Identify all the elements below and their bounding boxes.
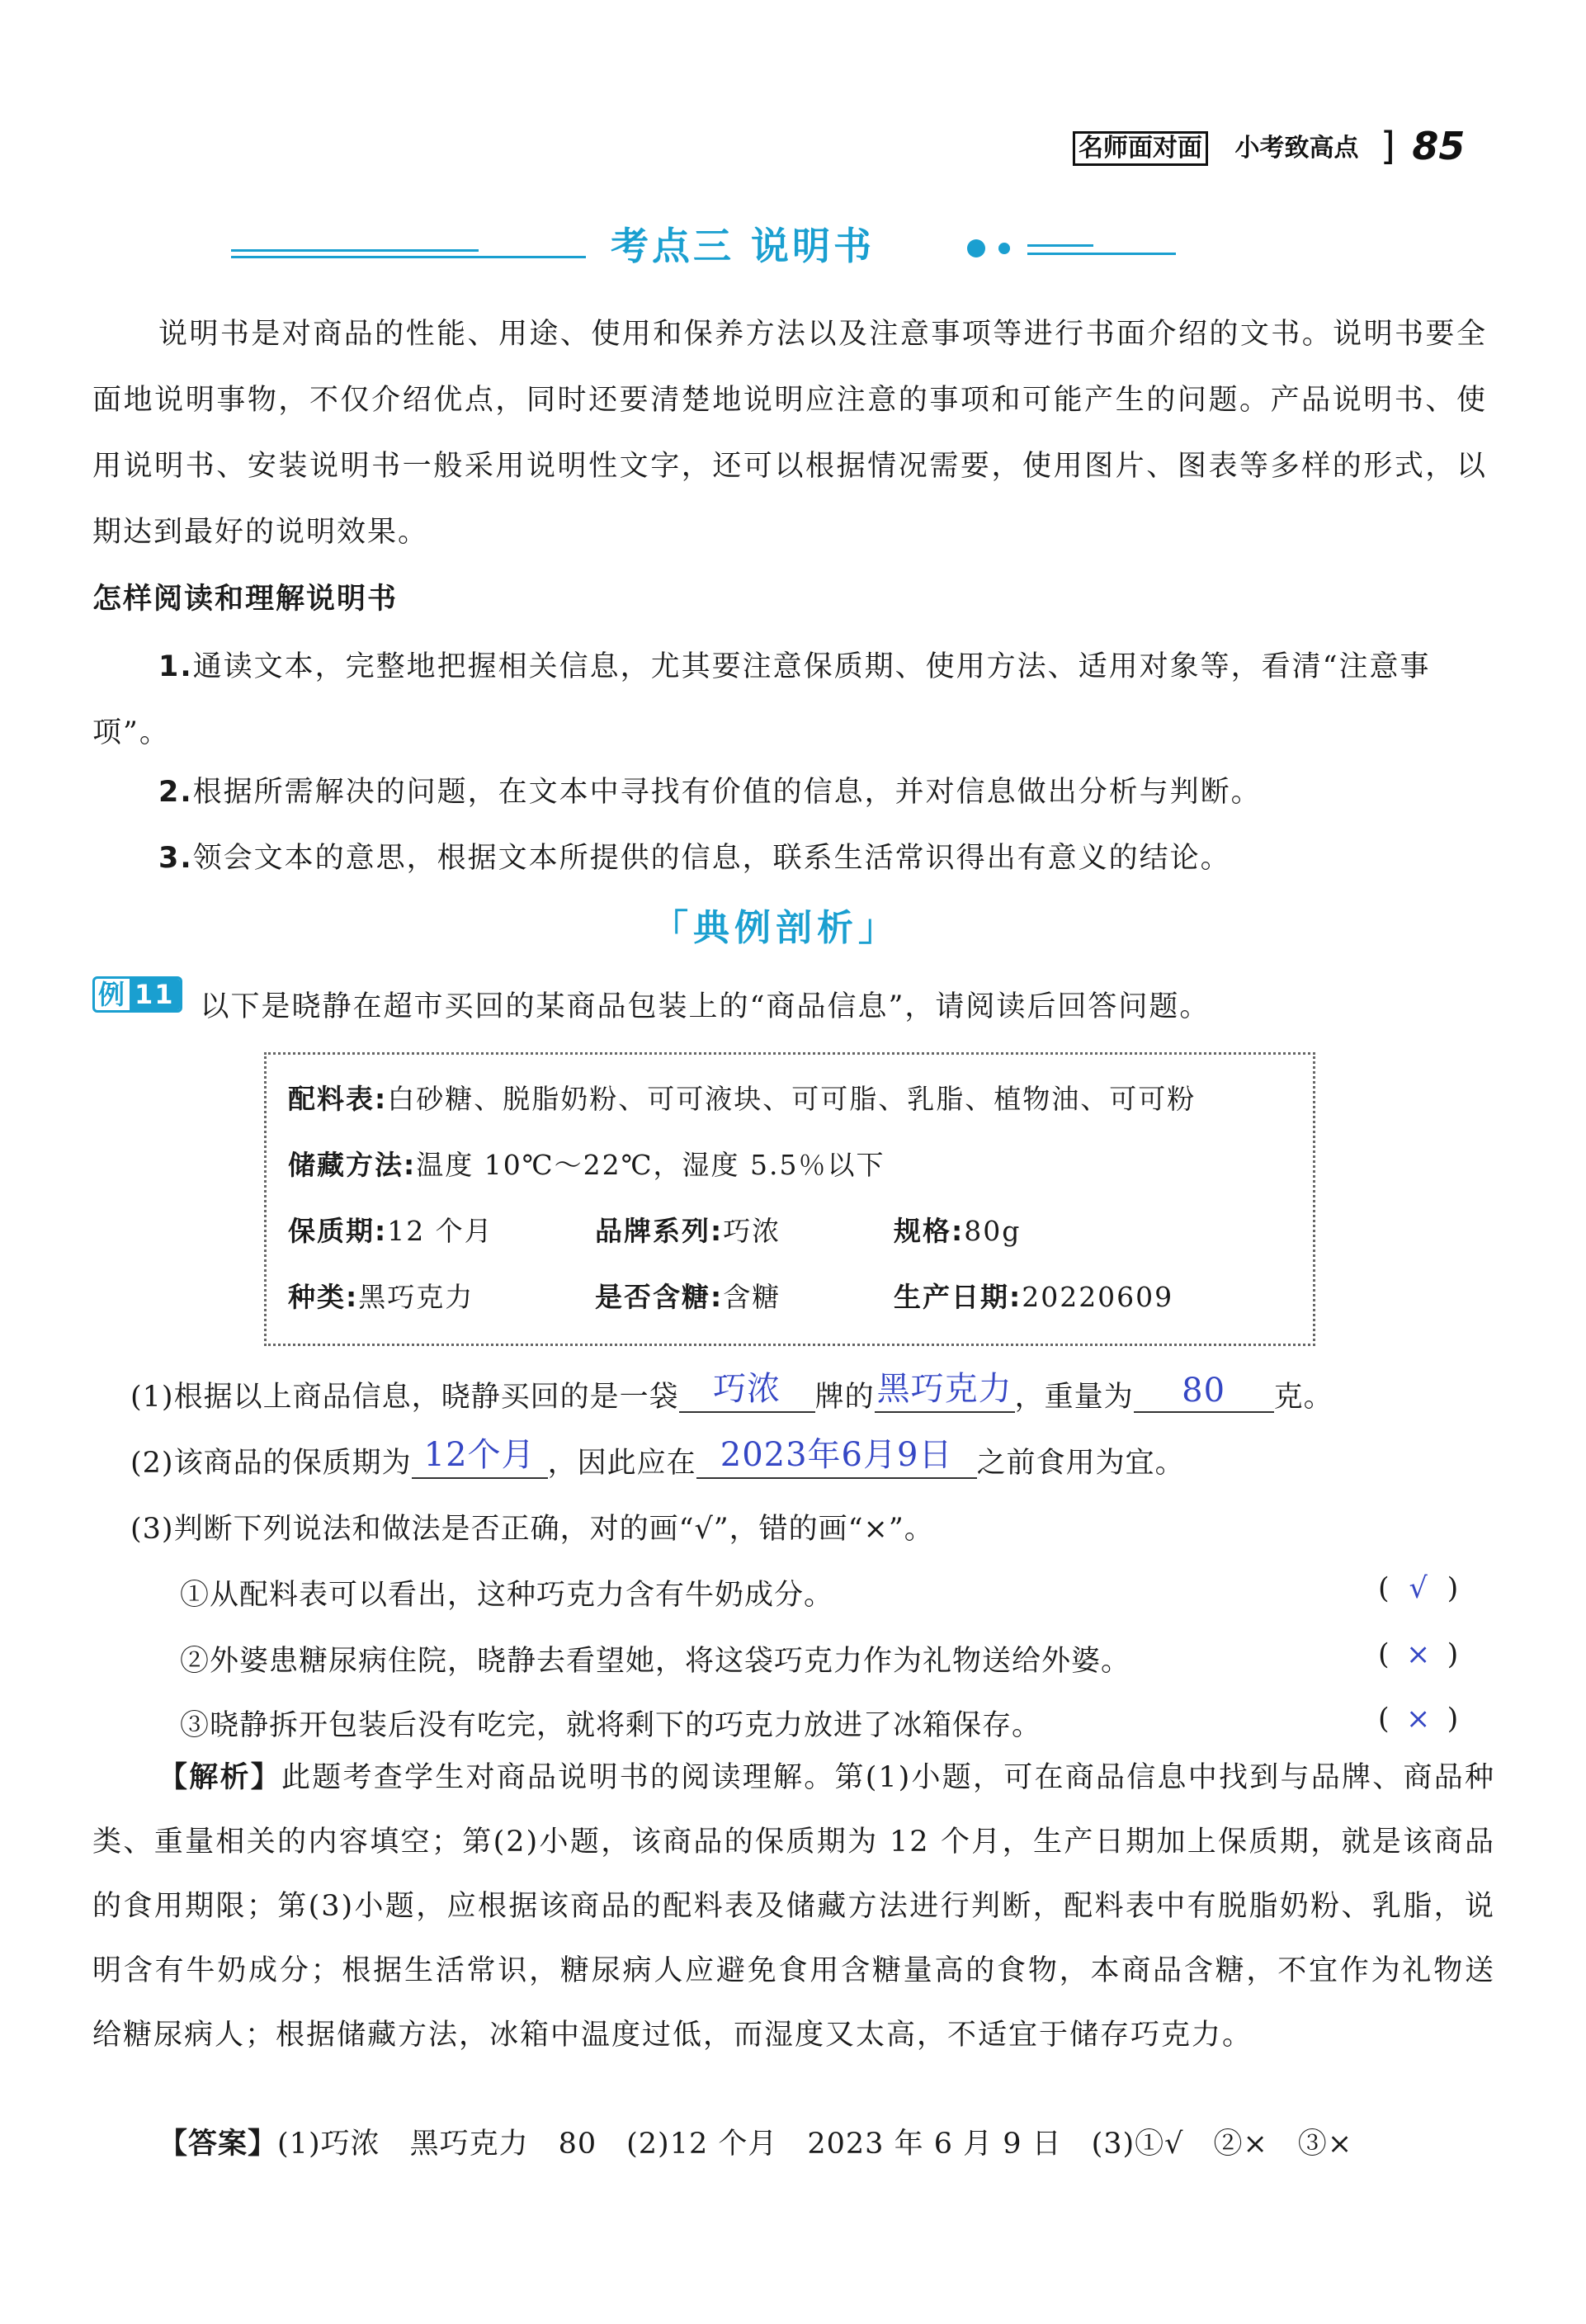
judge-paren-2	[1378, 1638, 1458, 1671]
type-value: 黑巧克力	[358, 1281, 474, 1313]
how-to-heading: 怎样阅读和理解说明书	[92, 583, 399, 616]
judge-mark-2: ×	[1405, 1638, 1431, 1671]
question-2	[130, 1436, 1185, 1481]
q1-blank-weight	[1134, 1372, 1274, 1413]
q2-blank-date	[696, 1436, 977, 1479]
section-title-banner	[231, 216, 1180, 276]
page-header	[1073, 124, 1465, 168]
header-bracket: ]	[1380, 124, 1395, 168]
spec-label: 规格:	[894, 1215, 965, 1247]
date-cell	[894, 1276, 1173, 1315]
sugar-label: 是否含糖:	[595, 1281, 724, 1313]
paren-open: (	[1378, 1572, 1390, 1605]
type-cell	[288, 1276, 474, 1315]
product-info-box	[264, 1052, 1315, 1346]
tip-item-3	[158, 825, 1503, 891]
tip-number: 1.	[158, 650, 193, 683]
question-1	[130, 1370, 1333, 1415]
q1-text-d: 克。	[1273, 1381, 1333, 1414]
paren-open: (	[1378, 1703, 1390, 1736]
sugar-cell	[595, 1276, 781, 1315]
judge-mark-3: ×	[1405, 1703, 1431, 1736]
analysis-label: 【解析】	[158, 1761, 281, 1794]
brand-value: 巧浓	[723, 1215, 781, 1247]
example-prompt: 以下是晓静在超市买回的某商品包装上的“商品信息”，请阅读后回答问题。	[200, 990, 1211, 1023]
judge-item-2: ②外婆患糖尿病住院，晓静去看望她，将这袋巧克力作为礼物送给外婆。	[180, 1645, 1131, 1678]
ingredients-label: 配料表:	[288, 1083, 388, 1115]
title-right-line-1	[1027, 244, 1093, 247]
judge-mark-1: √	[1409, 1572, 1428, 1605]
example-badge	[92, 976, 182, 1013]
q2-text-b: ，因此应在	[547, 1447, 696, 1480]
answer-text: (1)巧浓 黑巧克力 80 (2)12 个月 2023 年 6 月 9 日 (3)①√ ②× ③×	[277, 2128, 1353, 2161]
answer-line	[158, 2121, 1352, 2162]
question-3: (3)判断下列说法和做法是否正确，对的画“√”，错的画“×”。	[130, 1513, 934, 1546]
tip-item-2	[158, 759, 1503, 825]
storage-row	[288, 1144, 885, 1183]
shelf-brand-spec-row	[288, 1210, 493, 1249]
shelf-value: 12 个月	[387, 1215, 493, 1247]
intro-paragraph: 说明书是对商品的性能、用途、使用和保养方法以及注意事项等进行书面介绍的文书。说明书要全面地说明事物，不仅介绍优点，同时还要清楚地说明应注意的事项和可能产生的问题。产品说明书、使用说明书、安装说明书一般采用说明性文字，还可以根据情况需要，使用图片、图表等多样的形式，以期达到最好的说明效果。	[92, 318, 1487, 549]
ingredients-row	[288, 1078, 1196, 1117]
q1-answer-weight: 80	[1182, 1372, 1226, 1410]
answer-label: 【答案】	[158, 2128, 278, 2161]
section-title: 考点三 说明书	[611, 224, 876, 268]
date-value: 20220609	[1022, 1281, 1174, 1313]
paren-open: (	[1378, 1638, 1390, 1671]
storage-value: 温度 10℃～22℃，湿度 5.5％以下	[416, 1149, 885, 1181]
analysis-block	[92, 1745, 1495, 2067]
q1-answer-type: 黑巧克力	[876, 1370, 1012, 1408]
shelf-label: 保质期:	[288, 1215, 388, 1247]
example-badge-label: 例	[98, 979, 127, 1010]
q1-answer-brand: 巧浓	[713, 1370, 781, 1408]
header-brand: 名师面对面	[1073, 131, 1208, 166]
example-badge-number: 11	[130, 979, 180, 1010]
judge-paren-3	[1378, 1703, 1458, 1736]
judge-item-3: ③晓静拆开包装后没有吃完，就将剩下的巧克力放进了冰箱保存。	[180, 1709, 1042, 1742]
example-section-title: 「典例剖析」	[652, 907, 899, 949]
title-left-line-2	[231, 249, 479, 252]
tip-number: 3.	[158, 842, 193, 875]
title-dot-large	[967, 239, 985, 257]
q1-text-b: 牌的	[814, 1381, 875, 1414]
q2-text-c: 之前食用为宜。	[976, 1447, 1185, 1480]
paren-close: )	[1447, 1572, 1459, 1605]
sugar-value: 含糖	[723, 1281, 781, 1313]
q1-text-a: (1)根据以上商品信息，晓静买回的是一袋	[130, 1381, 679, 1414]
storage-label: 储藏方法:	[288, 1149, 417, 1181]
tip-text: 领会文本的意思，根据文本所提供的信息，联系生活常识得出有意义的结论。	[192, 842, 1231, 875]
page-number: 85	[1412, 124, 1466, 168]
tip-text: 根据所需解决的问题，在文本中寻找有价值的信息，并对信息做出分析与判断。	[192, 776, 1262, 809]
example-prompt-line	[92, 974, 1495, 1040]
judge-paren-1	[1378, 1572, 1458, 1605]
tip-item-1	[92, 634, 1495, 766]
q1-blank-brand	[679, 1370, 815, 1413]
date-label: 生产日期:	[894, 1281, 1022, 1313]
paren-close: )	[1447, 1638, 1459, 1671]
q2-text-a: (2)该商品的保质期为	[130, 1447, 412, 1480]
header-subtitle: 小考致高点	[1234, 134, 1359, 163]
q2-answer-shelf: 12个月	[423, 1436, 536, 1474]
analysis-text: 此题考查学生对商品说明书的阅读理解。第(1)小题，可在商品信息中找到与品牌、商品种类、重量相关的内容填空；第(2)小题，该商品的保质期为 12 个月，生产日期加上保质期，就是该商品的食用期限；第(3)小题，应根据该商品的配料表及储藏方法进行判断，配料表中有脱脂奶粉、乳脂，说明含有牛奶成分；根据生活常识，糖尿病人应避免食用含糖量高的食物，本商品含糖，不宜作为礼物送给糖尿病人；根据储藏方法，冰箱中温度过低，而湿度又太高，不适宜于储存巧克力。	[92, 1761, 1495, 2052]
brand-label: 品牌系列:	[595, 1215, 724, 1247]
ingredients-value: 白砂糖、脱脂奶粉、可可液块、可可脂、乳脂、植物油、可可粉	[387, 1083, 1197, 1115]
spec-value: 80g	[964, 1215, 1022, 1247]
spec-cell	[894, 1210, 1021, 1249]
type-label: 种类:	[288, 1281, 359, 1313]
q2-blank-shelf	[412, 1436, 548, 1479]
judge-item-1: ①从配料表可以看出，这种巧克力含有牛奶成分。	[180, 1579, 834, 1612]
title-left-line	[231, 256, 586, 258]
q1-blank-type	[875, 1370, 1015, 1413]
tip-text: 通读文本，完整地把握相关信息，尤其要注意保质期、使用方法、适用对象等，看清“注意事项”。	[92, 650, 1431, 749]
q2-answer-date: 2023年6月9日	[720, 1436, 953, 1474]
brand-cell	[595, 1210, 781, 1249]
title-right-line-2	[1027, 253, 1176, 255]
tip-number: 2.	[158, 776, 193, 809]
q1-text-c: ，重量为	[1014, 1381, 1134, 1414]
paren-close: )	[1447, 1703, 1459, 1736]
title-dot-small	[998, 243, 1010, 254]
